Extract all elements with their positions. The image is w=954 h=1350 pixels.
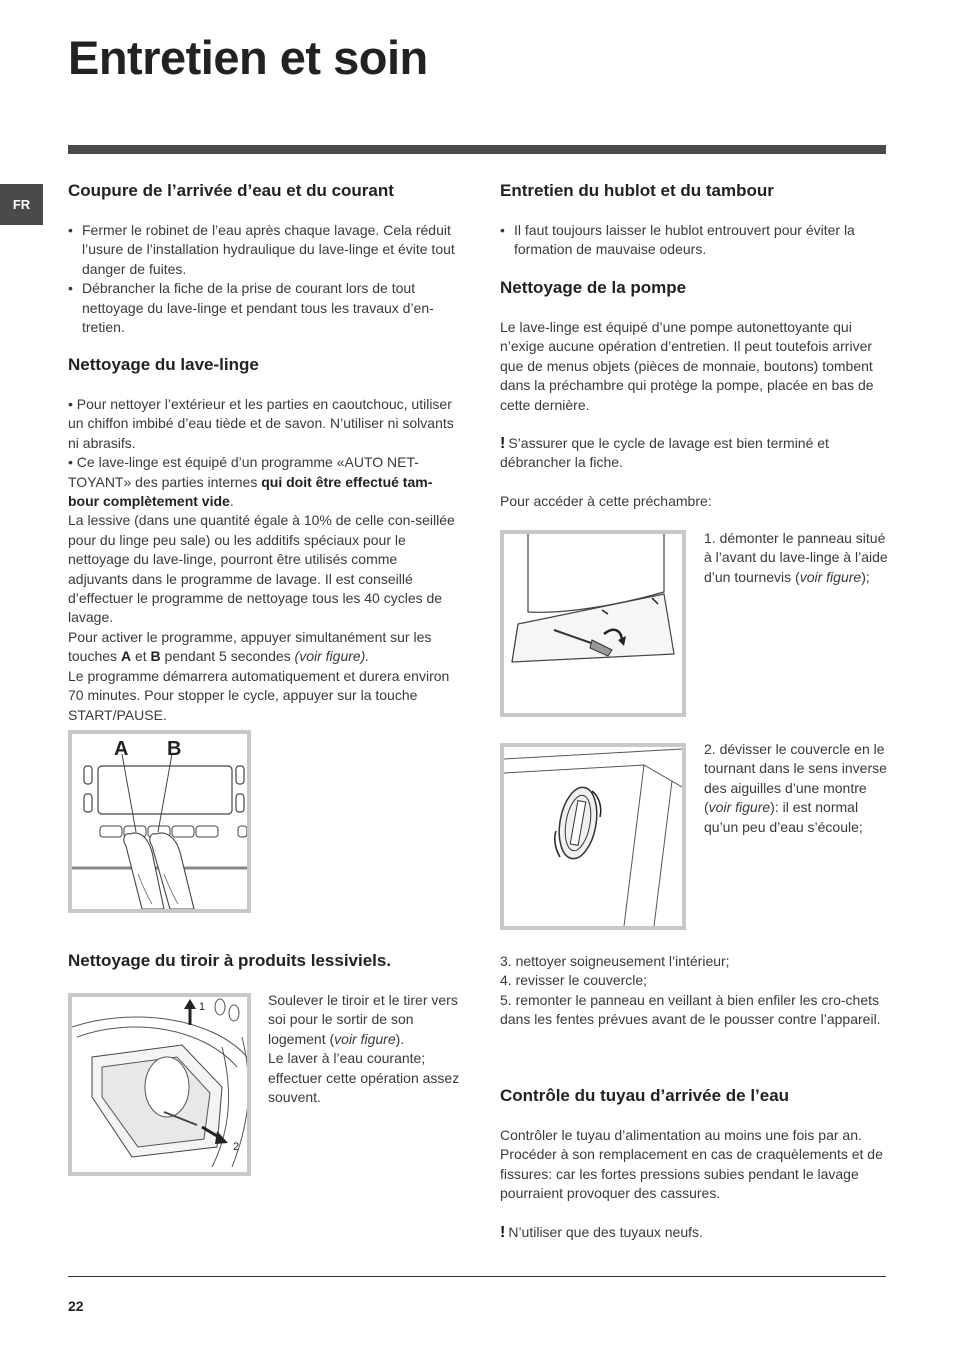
step1-caption	[704, 529, 888, 587]
text: ).	[395, 1030, 405, 1047]
paragraph: Pour accéder à cette préchambre:	[500, 492, 712, 509]
detergent-drawer-figure	[68, 993, 251, 1176]
pump-cover-figure	[500, 743, 686, 930]
header-rule	[68, 145, 886, 154]
drawer-caption	[268, 991, 460, 1107]
bullet-item: • Il faut toujours laisser le hublot entrouvert pour éviter la formation de mauvaise odeurs.	[500, 221, 886, 260]
section-drawer-cleaning	[68, 951, 468, 971]
page-number: 22	[68, 1298, 84, 1314]
figure-step-1: 1	[199, 1001, 206, 1013]
figure-label-b: B	[167, 738, 182, 760]
warning	[500, 434, 888, 473]
panel-removal-figure	[500, 530, 686, 717]
paragraph: Le lave-linge est équipé d’une pompe autonettoyante qui n’exige aucune opération d’entretien. Il peut toutefois arriver que de menus objets (pièces de monnaie, boutons) tombent dans la préchambre qui protège la pompe, placée en bas de cette dernière.	[500, 319, 874, 413]
text: • Ce lave-linge est équipé d’un programme «AUTO NET-TOYANT» des parties internes	[68, 454, 419, 490]
step-item: 5. remonter le panneau en veillant à bien enfiler les cro-chets dans les fentes prévues avant de le pousser contre l’appareil.	[500, 991, 881, 1028]
text: pendant 5 secondes	[160, 648, 295, 665]
warning-icon: !	[500, 435, 506, 453]
section-water-power-cutoff	[68, 181, 458, 337]
paragraph: Contrôler le tuyau d’alimentation au moins une fois par an. Procéder à son remplacement en cas de craquèlements et de fissures: car les fortes pressions subies pendant le lavage pourraient provoquer des cassures.	[500, 1127, 883, 1202]
section-heading: Entretien du hublot et du tambour	[500, 181, 774, 200]
key-a-label: A	[120, 648, 132, 665]
bold-text: qui doit être effectué tam-bour complètement vide	[68, 473, 433, 510]
text: 1. démonter le panneau situé à l’avant du lave-linge à l’aide d’un tournevis (	[704, 530, 888, 585]
key-b-label: B	[150, 648, 161, 665]
control-panel-figure	[68, 730, 251, 913]
paragraph	[268, 991, 460, 1049]
paragraph	[704, 740, 888, 837]
section-pump-cleaning	[500, 278, 888, 511]
bullet-item: • Débrancher la fiche de la prise de courant lors de tout nettoyage du lave-linge et pendant tous les travaux d’en-tretien.	[68, 279, 458, 337]
warning-text: N’utiliser que des tuyaux neufs.	[508, 1223, 703, 1240]
step2-caption	[704, 740, 888, 837]
warning-icon: !	[500, 1223, 506, 1241]
section-heading: Nettoyage du lave-linge	[68, 355, 259, 374]
panel-removal-illustration	[504, 534, 682, 713]
section-door-drum	[500, 181, 886, 260]
text: 2. dévisser le couvercle en le tournant dans le sens inverse des aiguilles d’une montre (	[704, 741, 887, 816]
paragraph: Le laver à l’eau courante; effectuer cette opération assez souvent.	[268, 1050, 460, 1106]
page-title: Entretien et soin	[68, 31, 428, 84]
figure-reference: voir figure	[799, 568, 862, 585]
bullet-item: • Fermer le robinet de l’eau après chaque lavage. Cela réduit l’usure de l’installation hydraulique du lave-linge et évite tout danger de fuites.	[68, 221, 458, 279]
figure-reference: voir figure	[334, 1030, 396, 1047]
warning-text: S’assurer que le cycle de lavage est bien terminé et débrancher la fiche.	[500, 435, 829, 471]
paragraph: La lessive (dans une quantité égale à 10% de celle con-seillée pour du linge peu sale) ou les additifs spéciaux pour le nettoyage du lave-linge, pourront être utilisés comme adjuvants dans le programme de lavage. Il est conseillé d’effectuer le programme de nettoyage tous les 40 cycles de lavage.	[68, 512, 455, 626]
control-panel-illustration	[72, 734, 247, 909]
paragraph	[68, 453, 458, 511]
footer-rule	[68, 1276, 886, 1277]
text: Pour activer le programme, appuyer simultanément sur les touches	[68, 628, 432, 665]
paragraph: • Pour nettoyer l’extérieur et les parties en caoutchouc, utiliser un chiffon imbibé d’eau tiède et de savon. N’utiliser ni solvants ni abrasifs.	[68, 396, 454, 451]
language-code: FR	[12, 197, 31, 212]
warning	[500, 1223, 888, 1242]
drawer-illustration	[72, 997, 247, 1172]
section-heading: Nettoyage du tiroir à produits lessiviels.	[68, 951, 392, 970]
figure-step-2: 2	[233, 1141, 240, 1153]
figure-reference: voir figure	[708, 799, 771, 816]
text: et	[131, 648, 151, 665]
section-washer-cleaning	[68, 355, 458, 725]
pump-cover-illustration	[504, 747, 682, 926]
figure-label-a: A	[114, 738, 129, 760]
section-heading: Contrôle du tuyau d’arrivée de l’eau	[500, 1086, 790, 1105]
section-inlet-hose	[500, 1086, 888, 1242]
step-item: 4. revisser le couvercle;	[500, 972, 648, 989]
paragraph: Le programme démarrera automatiquement et durera environ 70 minutes. Pour stopper le cycle, appuyer sur la touche START/PAUSE.	[68, 667, 450, 723]
section-heading: Coupure de l’arrivée d’eau et du courant	[68, 181, 394, 200]
paragraph	[68, 628, 458, 667]
text: Soulever le tiroir et le tirer vers soi pour le sortir de son logement (	[268, 992, 458, 1047]
language-tab	[0, 184, 43, 225]
paragraph	[704, 529, 888, 587]
step-item: 3. nettoyer soigneusement l’intérieur;	[500, 953, 730, 969]
pump-steps	[500, 952, 886, 1030]
text: );	[861, 568, 870, 585]
section-heading: Nettoyage de la pompe	[500, 278, 687, 297]
text: ): il est normal qu’un peu d’eau s’écoule;	[704, 799, 863, 835]
figure-reference: (voir figure).	[294, 648, 370, 665]
text: .	[229, 493, 234, 510]
